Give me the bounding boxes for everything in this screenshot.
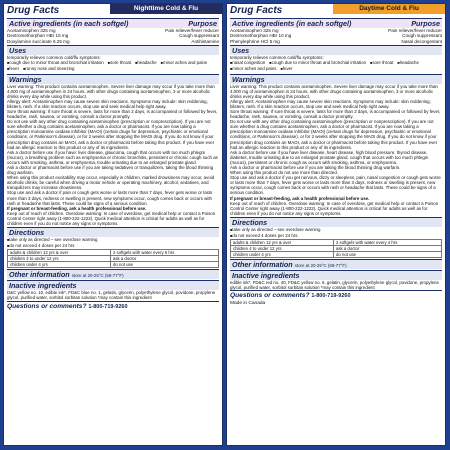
warnings-section (230, 74, 442, 216)
active-ingredients-header (230, 18, 442, 28)
ingredient-name: Phenylephrine HCl 5 mg (230, 38, 280, 44)
phone-number: 1-800-719-9260 (88, 303, 128, 310)
use-item: ■ sore throat (370, 60, 393, 66)
ingredient-row (230, 39, 442, 44)
ingredient-purpose: Nasal decongestant (401, 38, 442, 44)
do-not-use: Do not use with any other drug containing acetaminophen (prescription or nonprescription). If you are not sure whether a drug contains acetaminophen, ask a doctor or pharmacist. If you are now taking a prescription monoamine oxidase inhibitor (MAOI) (certain drugs for depression, psychiatric or emotional conditions, or Parkinson's disease), or for 2 weeks after stopping the MAOI drug. If you do not know if your prescription drug contains an MAOI, ask a doctor or pharmacist before taking this product. If you have ever had an allergic reaction to this product or any of its ingredients. (7, 119, 215, 150)
ask-doctor: Ask a doctor before use if you have: liver disease, glaucoma, cough that occurs with too much phlegm (mucus), a breathing problem such as emphysema or chronic bronchitis, persistent or chronic cough such as occurs with smoking, asthma, or emphysema, trouble urinating due to an enlarged prostate gland. (7, 149, 218, 165)
ingredient-name: Acetaminophen 325 mg (7, 28, 56, 33)
inactive-section (7, 280, 219, 300)
dosage-amount: 2 softgels with water every 4 hrs (333, 240, 441, 246)
dosage-amount: do not use (110, 262, 218, 268)
warnings-section (7, 74, 219, 227)
directions-line: ■ take only as directed – see overdose warning (7, 237, 219, 243)
nighttime-banner: Nighttime Cold & Flu (110, 4, 222, 14)
warnings-heading: Warnings (230, 74, 442, 84)
questions-section (230, 290, 442, 299)
inactive-section (230, 270, 442, 290)
pregnant-warning: If pregnant or breast-feeding, ask a health professional before use. (7, 205, 147, 211)
use-item: ■ minor aches and pains (230, 66, 276, 72)
other-info-text: store at 20-25°C (68-77°F) (71, 273, 124, 279)
other-info-section (230, 259, 442, 269)
do-not-use: Do not use with any other drug containing acetaminophen (prescription or nonprescription). If you are not sure whether a drug contains acetaminophen, ask a doctor or pharmacist. If you are now taking a prescription monoamine oxidase inhibitor (MAOI) (certain drugs for depression, psychiatric or emotional conditions, or Parkinson's disease), or for 2 weeks after stopping the MAOI drug. If you do not know if your prescription drug contains an MAOI, ask a doctor or pharmacist before taking this product. If you have ever had an allergic reaction to this product or any of its ingredients. (230, 119, 438, 150)
use-item: ■ fever (280, 66, 292, 72)
keep-out-of-reach: Keep out of reach of children. Overdose warning: In case of overdose, get medical help or contact a Poison Control Center right away (1-800-222-1222). Quick medical attention is critical for adults as well as for children even if you do not notice any signs or symptoms. (7, 210, 216, 227)
uses-section (230, 45, 442, 72)
use-item: ■ runny nose and sneezing (23, 66, 74, 72)
liver-warning: Liver warning: This product contains acetaminophen. Severe liver damage may occur if you take more than 4,000 mg of acetaminophen in 24 hours, with other drugs containing acetaminophen, 3 or more alcoholic drinks every day while using this product. (7, 83, 215, 99)
inactive-heading: Inactive ingredients (230, 270, 442, 280)
uses-list (7, 60, 219, 72)
table-row (8, 262, 219, 268)
pregnant-warning: If pregnant or breast-feeding, ask a health professional before use. (230, 195, 370, 201)
drug-facts-content (7, 17, 219, 443)
dosage-who: children under 4 yrs (8, 262, 111, 268)
use-item: ■ cough due to minor throat and bronchial irritation (269, 60, 366, 66)
use-item: ■ sore throat (108, 60, 131, 66)
ingredient-name: Doxylamine succinate 6.25 mg (7, 38, 70, 44)
dosage-table (230, 239, 442, 258)
table-row (231, 252, 442, 258)
purpose-heading: Purpose (411, 19, 440, 28)
ingredient-purpose: Pain reliever/fever reducer (388, 28, 442, 33)
other-info-text: store at 20-25°C (68-77°F) (294, 263, 347, 269)
allergy-alert: Allergy alert: Acetaminophen may cause severe skin reactions. Symptoms may include: skin reddening, blisters, rash. If a skin reaction occurs, stop use and seek medical help right away. (230, 98, 431, 109)
use-item: ■ headache (135, 60, 157, 66)
dosage-who: children under 4 yrs (231, 252, 334, 258)
directions-section (230, 217, 442, 258)
stop-use: Stop use and ask a doctor if you get nervous, dizzy or sleepless, pain, nasal congestion or cough gets worse or lasts more than 7 days, fever gets worse or lasts more than 3 days, redness or swelling is present, new symptoms occur, cough comes back or occurs with rash or headache that lasts. These could be signs of a serious condition. (230, 175, 441, 196)
ingredient-row (7, 39, 219, 44)
ingredient-name: Dextromethorphan HBr 15 mg (7, 33, 69, 39)
active-ingredients-section (230, 18, 442, 44)
inactive-text: D&C yellow no. 10, edible ink*, FD&C blue no. 1, gelatin, glycerin, polyethylene glycol, povidone, propylene glycol, purified water, sorbitol sorbitan solution *may contain this ingredient (7, 290, 216, 301)
warnings-heading: Warnings (7, 74, 219, 84)
questions-section (7, 301, 219, 310)
purpose-heading: Purpose (188, 19, 217, 28)
dosage-who: adults & children 12 yrs & over (8, 250, 111, 256)
drug-facts-content (230, 17, 442, 443)
other-info-heading: Other information (9, 270, 70, 280)
nighttime-drug-facts-panel (3, 3, 223, 446)
dosage-who: children 4 to under 12 yrs (231, 246, 334, 252)
dosage-amount: do not use (333, 252, 441, 258)
uses-text: temporarily relieves common cold/flu symptoms: (230, 55, 324, 61)
inactive-heading: Inactive ingredients (7, 280, 219, 290)
active-ingredients-heading: Active ingredients (in each softgel) (232, 19, 352, 28)
ingredient-name: Acetaminophen 325 mg (230, 28, 279, 33)
liver-warning: Liver warning: This product contains acetaminophen. Severe liver damage may occur if you take more than 4,000 mg of acetaminophen in 24 hours, with other drugs containing acetaminophen, 3 or more alcoholic drinks every day while using this product. (230, 83, 438, 99)
stop-use: Stop use and ask a doctor if pain or cough gets worse or lasts more than 7 days, fever gets worse or lasts more than 3 days, redness or swelling is present, new symptoms occur, cough comes back or occurs with rash or headache that lasts. These could be signs of a serious condition. (7, 190, 213, 206)
use-item: ■ nasal congestion (230, 60, 265, 66)
ingredient-name: Dextromethorphan HBr 10 mg (230, 33, 292, 39)
ingredient-purpose: Cough suppressant (179, 33, 219, 39)
uses-text: temporarily relieves common cold/flu symptoms: (7, 55, 101, 61)
other-info-section (7, 269, 219, 279)
dosage-amount: ask a doctor (110, 256, 218, 262)
drug-facts-title: Drug Facts (7, 5, 60, 16)
dosage-who: adults & children 12 yrs & over (231, 240, 334, 246)
ingredient-purpose: Pain reliever/fever reducer (165, 28, 219, 33)
sore-throat-warning: Sore throat warning: If sore throat is severe, lasts for more than 2 days, is accompanied or followed by fever, headache, rash, nausea, or vomiting, consult a doctor promptly. (230, 108, 441, 120)
when-using: When using this product excitability may occur, especially in children, marked drowsiness may occur, avoid alcoholic drinks, be careful when driving a motor vehicle or operating machinery, alcohol, sedatives, and tranquilizers may increase drowsiness. (7, 175, 215, 191)
uses-section (7, 45, 219, 72)
dosage-who: children 4 to under 12 yrs (8, 256, 111, 262)
uses-list (230, 60, 442, 72)
daytime-banner: Daytime Cold & Flu (333, 4, 445, 14)
inactive-text: edible ink*, FD&C red no. 40, FD&C yellow no. 6, gelatin, glycerin, polyethylene glycol, povidone, propylene glycol, purified water, sorbitol sorbitan solution *may contain this ingredient (230, 280, 439, 291)
directions-section (7, 227, 219, 268)
when-using: When using this product do not use more than directed. (230, 170, 338, 176)
use-item: ■ cough due to minor throat and bronchial irritation (7, 60, 104, 66)
sore-throat-warning: Sore throat warning: If sore throat is severe, lasts for more than 2 days, is accompanied or followed by fever, headache, rash, nausea, or vomiting, consult a doctor promptly. (7, 108, 218, 120)
questions-heading: Questions or comments? (230, 292, 310, 300)
allergy-alert: Allergy alert: Acetaminophen may cause severe skin reactions. Symptoms may include: skin reddening, blisters, rash. If a skin reaction occurs, stop use and seek medical help right away. (7, 98, 208, 109)
ask-pharmacist: Ask a doctor or pharmacist before use if you are taking the blood thinning drug warfarin. (230, 165, 401, 170)
phone-number: 1-800-719-9260 (311, 293, 351, 300)
ingredient-purpose: Antihistamine (191, 38, 219, 44)
directions-line: ■ do not exceed 4 doses per 24 hrs (230, 233, 442, 239)
dosage-amount: 2 softgels with water every 6 hrs (110, 250, 218, 256)
dosage-amount: ask a doctor (333, 246, 441, 252)
uses-heading: Uses (230, 45, 442, 55)
made-in-text: Made in Canada (230, 301, 266, 307)
daytime-drug-facts-panel (226, 3, 446, 446)
active-ingredients-section (7, 18, 219, 44)
directions-heading: Directions (7, 227, 219, 237)
other-info-header (230, 259, 442, 269)
ingredient-purpose: Cough suppressant (402, 33, 442, 39)
questions-heading: Questions or comments? (7, 302, 87, 310)
other-info-header (7, 269, 219, 279)
use-item: ■ headache (397, 60, 419, 66)
directions-line: ■ take only as directed – see overdose warning (230, 227, 442, 233)
directions-heading: Directions (230, 217, 442, 227)
active-ingredients-header (7, 18, 219, 28)
use-item: ■ fever (7, 66, 19, 72)
use-item: ■ minor aches and pains (161, 60, 207, 66)
active-ingredients-heading: Active ingredients (in each softgel) (9, 19, 129, 28)
directions-line: ■ do not exceed 4 doses per 24 hrs (7, 243, 219, 249)
ask-pharmacist: Ask a doctor or pharmacist before use if you are taking sedatives or tranquilizers, taking the blood thinning drug warfarin. (7, 165, 214, 176)
ask-doctor: Ask a doctor before use if you have liver disease, heart disease, high blood pressure, thyroid disease, diabetes, trouble urinating due to an enlarged prostate gland, cough that occurs with too much phlegm (mucus), persistent or chronic cough as occurs with smoking, asthma, or emphysema. (230, 149, 429, 165)
uses-heading: Uses (7, 45, 219, 55)
other-info-heading: Other information (232, 260, 293, 270)
drug-facts-title: Drug Facts (230, 5, 283, 16)
keep-out-of-reach: Keep out of reach of children. Overdose warning: In case of overdose, get medical help or contact a Poison Control Center right away (1-800-222-1222). Quick medical attention is critical for adults as well as for children even if you do not notice any signs or symptoms. (230, 200, 439, 216)
dosage-table (7, 249, 219, 268)
